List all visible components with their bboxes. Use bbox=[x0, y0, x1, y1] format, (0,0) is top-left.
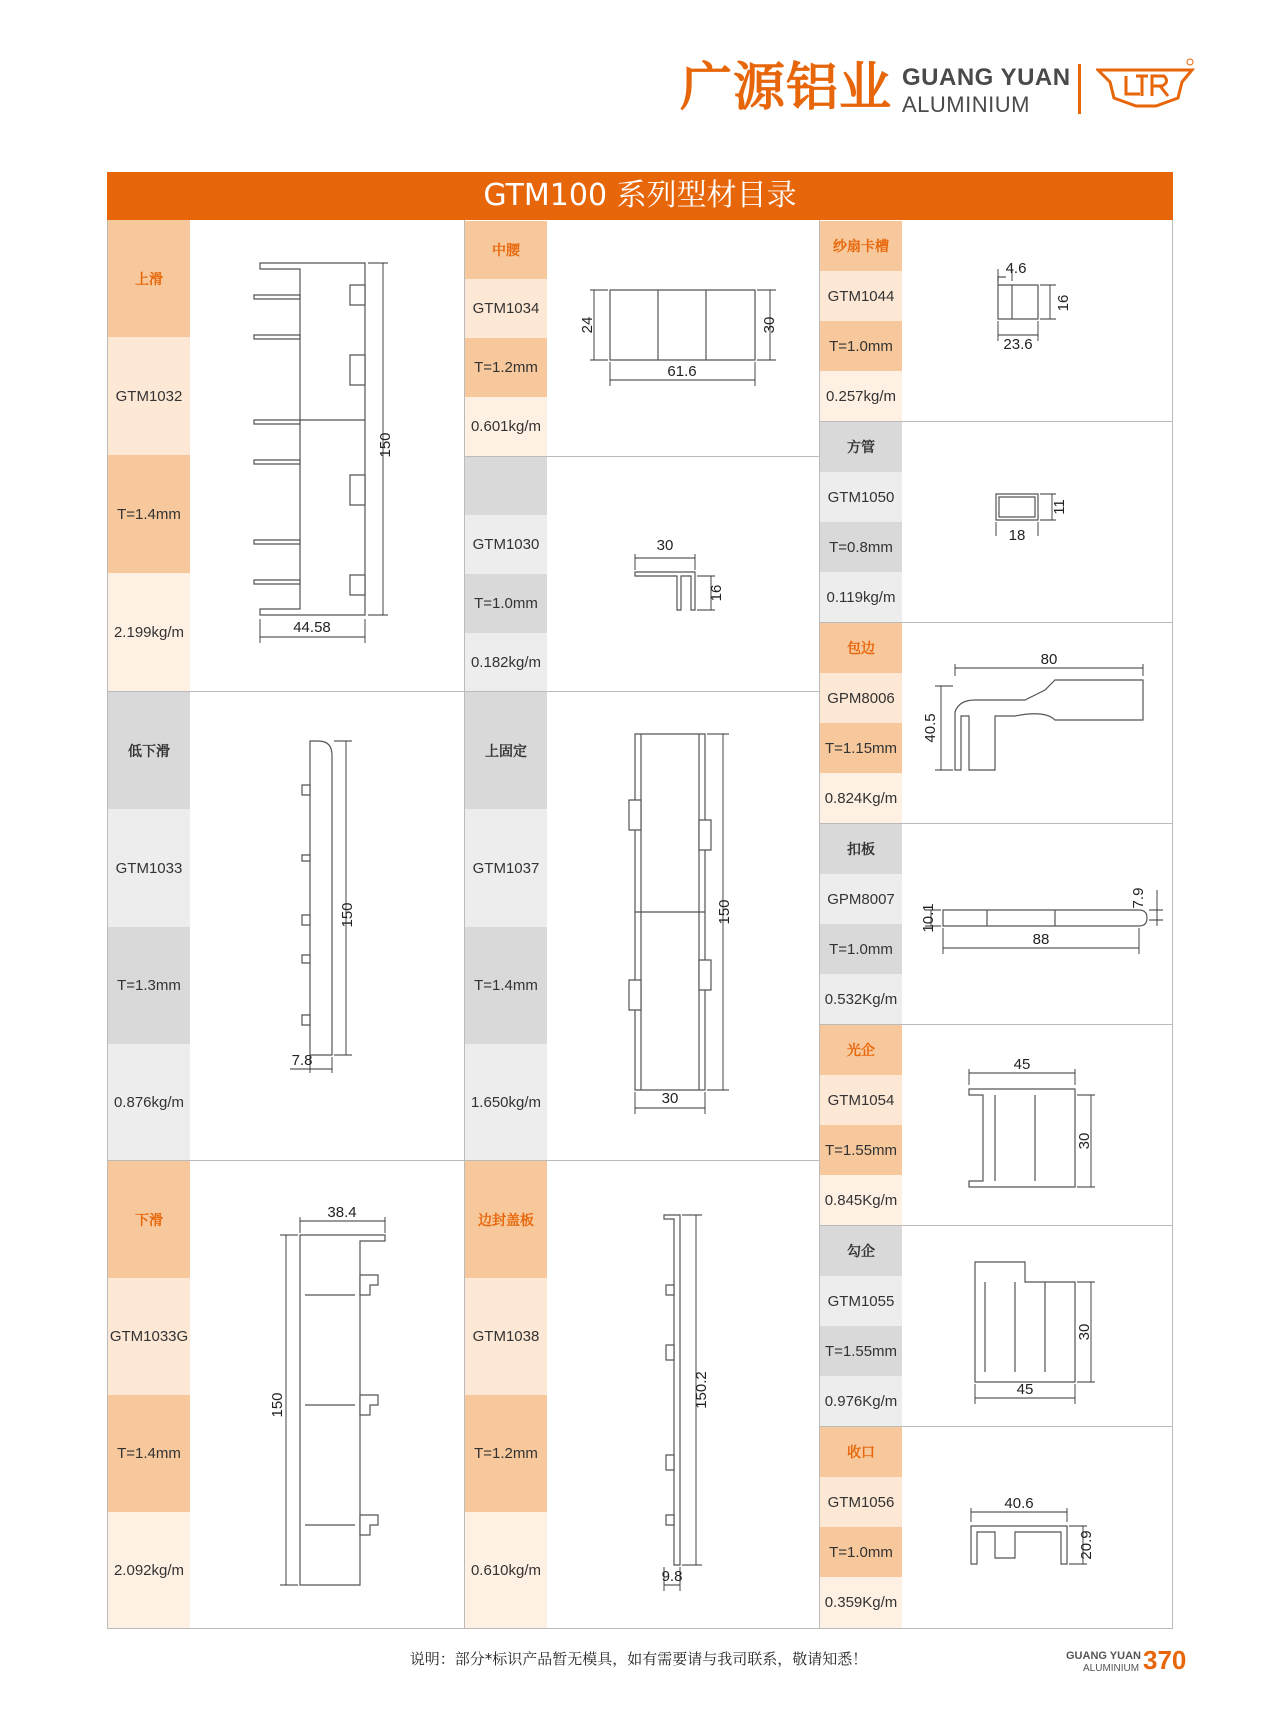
dim-width: 18 bbox=[1008, 527, 1026, 544]
product-weight: 2.092kg/m bbox=[108, 1512, 190, 1628]
product-weight: 0.824Kg/m bbox=[820, 773, 902, 823]
product-code: GTM1030 bbox=[465, 515, 547, 574]
product-weight: 0.601kg/m bbox=[465, 397, 547, 456]
product-thickness: T=1.55mm bbox=[820, 1326, 902, 1376]
footer-note: 说明：部分*标识产品暂无模具，如有需要请与我司联系，敬请知悉！ bbox=[409, 1650, 868, 1668]
product-code: GTM1054 bbox=[820, 1075, 902, 1125]
dim-width: 38.4 bbox=[327, 1204, 357, 1221]
product-thickness: T=1.55mm bbox=[820, 1125, 902, 1175]
product-weight: 0.359Kg/m bbox=[820, 1577, 902, 1628]
page-number: 370 bbox=[1143, 1645, 1187, 1675]
product-name: 中腰 bbox=[465, 221, 547, 279]
product-thickness: T=1.0mm bbox=[820, 924, 902, 974]
product-thickness: T=1.3mm bbox=[108, 927, 190, 1044]
dim-width: 40.6 bbox=[1004, 1495, 1034, 1512]
product-name: 低下滑 bbox=[108, 692, 190, 809]
product-thickness: T=1.2mm bbox=[465, 1395, 547, 1512]
dim-width: 44.58 bbox=[293, 619, 331, 636]
gyr-logo-icon bbox=[1096, 56, 1196, 121]
product-thickness: T=1.0mm bbox=[820, 1527, 902, 1577]
product-name: 扣板 bbox=[820, 824, 902, 874]
dim-height: 11 bbox=[1051, 499, 1068, 515]
product-name: 边封盖板 bbox=[465, 1161, 547, 1278]
dim-height-left: 24 bbox=[579, 316, 596, 334]
brand-name-en-sub: ALUMINIUM bbox=[902, 92, 1030, 117]
dim-width: 23.6 bbox=[1003, 336, 1033, 353]
dim-width: 61.6 bbox=[667, 363, 697, 380]
product-name: 收口 bbox=[820, 1427, 902, 1477]
product-thickness: T=0.8mm bbox=[820, 522, 902, 572]
dim-height-right: 30 bbox=[761, 316, 778, 334]
product-thickness: T=1.0mm bbox=[820, 321, 902, 371]
product-code: GTM1055 bbox=[820, 1276, 902, 1326]
dim-height: 16 bbox=[708, 584, 725, 602]
product-code: GPM8007 bbox=[820, 874, 902, 924]
product-code: GTM1056 bbox=[820, 1477, 902, 1527]
brand-divider bbox=[1078, 64, 1081, 114]
dim-top: 4.6 bbox=[1005, 260, 1027, 277]
dim-width: 45 bbox=[1013, 1056, 1031, 1073]
brand-name-en: GUANG YUAN bbox=[902, 64, 1071, 91]
product-weight: 0.119kg/m bbox=[820, 572, 902, 622]
brand-name-cn: 广源铝业 bbox=[680, 58, 893, 118]
product-weight: 0.532Kg/m bbox=[820, 974, 902, 1024]
dim-width: 88 bbox=[1032, 931, 1050, 948]
dim-width: 9.8 bbox=[661, 1568, 683, 1585]
product-weight: 0.876kg/m bbox=[108, 1044, 190, 1160]
dim-height: 30 bbox=[1076, 1132, 1093, 1150]
dim-height: 150 bbox=[377, 432, 394, 458]
dim-height-right: 7.9 bbox=[1130, 887, 1147, 909]
dim-height: 16 bbox=[1055, 294, 1072, 312]
product-weight: 0.845Kg/m bbox=[820, 1175, 902, 1225]
product-name: 上固定 bbox=[465, 692, 547, 809]
product-weight: 0.976Kg/m bbox=[820, 1376, 902, 1426]
product-weight: 0.182kg/m bbox=[465, 633, 547, 691]
dim-width: 30 bbox=[661, 1090, 679, 1107]
dim-height: 30 bbox=[1076, 1323, 1093, 1341]
product-code: GTM1037 bbox=[465, 809, 547, 927]
product-code: GTM1033G bbox=[108, 1278, 190, 1395]
dim-height: 20.9 bbox=[1078, 1530, 1095, 1560]
dim-height: 150 bbox=[716, 899, 733, 925]
dim-width: 45 bbox=[1016, 1381, 1034, 1398]
product-thickness: T=1.4mm bbox=[465, 927, 547, 1044]
product-code: GPM8006 bbox=[820, 673, 902, 723]
footer-brand: GUANG YUAN bbox=[1066, 1650, 1141, 1662]
footer-brand-sub: ALUMINIUM bbox=[1083, 1663, 1140, 1674]
catalog-title: GTM100 系列型材目录 bbox=[107, 172, 1173, 220]
product-name bbox=[465, 457, 547, 515]
product-weight: 0.610kg/m bbox=[465, 1512, 547, 1628]
product-code: GTM1032 bbox=[108, 337, 190, 455]
dim-height: 150 bbox=[269, 1392, 286, 1418]
dim-height: 150.2 bbox=[693, 1371, 710, 1409]
product-thickness: T=1.0mm bbox=[465, 574, 547, 633]
dim-width: 80 bbox=[1040, 651, 1058, 668]
product-name: 光企 bbox=[820, 1025, 902, 1075]
product-code: GTM1038 bbox=[465, 1278, 547, 1395]
product-code: GTM1050 bbox=[820, 472, 902, 522]
dim-height-left: 10.1 bbox=[920, 903, 937, 933]
product-weight: 1.650kg/m bbox=[465, 1044, 547, 1160]
product-thickness: T=1.4mm bbox=[108, 1395, 190, 1512]
product-code: GTM1033 bbox=[108, 809, 190, 927]
product-name: 方管 bbox=[820, 422, 902, 472]
dim-height: 150 bbox=[339, 902, 356, 928]
product-name: 包边 bbox=[820, 623, 902, 673]
product-weight: 0.257kg/m bbox=[820, 371, 902, 421]
product-code: GTM1044 bbox=[820, 271, 902, 321]
dim-width: 7.8 bbox=[291, 1052, 313, 1069]
product-thickness: T=1.15mm bbox=[820, 723, 902, 773]
product-thickness: T=1.2mm bbox=[465, 338, 547, 397]
product-name: 下滑 bbox=[108, 1161, 190, 1278]
product-name: 纱扇卡槽 bbox=[820, 221, 902, 271]
product-code: GTM1034 bbox=[465, 279, 547, 338]
dim-height: 40.5 bbox=[922, 713, 939, 743]
product-thickness: T=1.4mm bbox=[108, 455, 190, 573]
product-name: 上滑 bbox=[108, 220, 190, 337]
dim-width: 30 bbox=[656, 537, 674, 554]
product-name: 勾企 bbox=[820, 1226, 902, 1276]
product-weight: 2.199kg/m bbox=[108, 573, 190, 691]
